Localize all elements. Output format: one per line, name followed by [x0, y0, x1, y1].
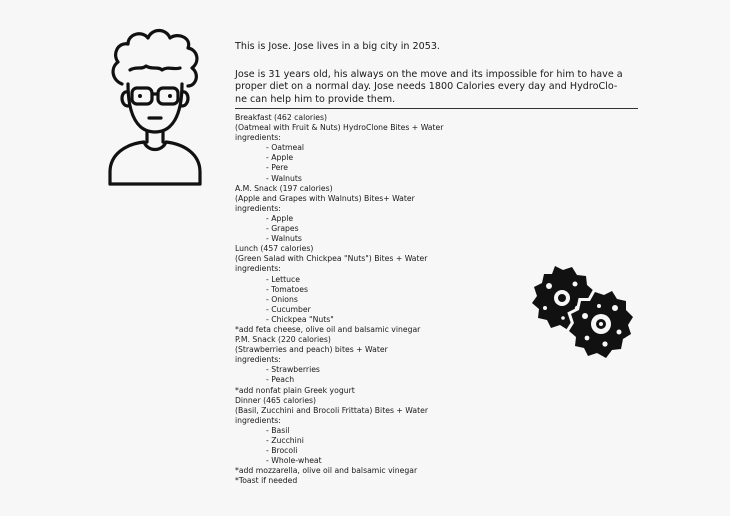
ingredients-label: ingredients:: [235, 264, 281, 274]
ingredients-label: ingredients:: [235, 415, 281, 425]
meal-description: (Oatmeal with Fruit & Nuts) HydroClone Bites + Water: [235, 123, 444, 133]
ingredients-label: ingredients:: [235, 355, 281, 365]
ingredient-item: - Onions: [266, 294, 298, 304]
ingredient-item: - Tomatoes: [266, 284, 308, 294]
ingredient-item: - Chickpea "Nuts": [266, 314, 334, 324]
ingredient-item: - Apple: [266, 153, 294, 163]
ingredient-item: - Walnuts: [266, 234, 302, 244]
meal-note: *add mozzarella, olive oil and balsamic vinegar: [235, 466, 418, 476]
meal-heading: Breakfast (462 calories): [235, 113, 327, 122]
ingredient-item: - Walnuts: [266, 173, 302, 183]
intro-line: This is Jose. Jose lives in a big city in 2053.: [235, 41, 440, 52]
meal-heading: Lunch (457 calories): [235, 244, 314, 254]
ingredients-label: ingredients:: [235, 203, 281, 213]
ingredient-item: - Pere: [266, 163, 289, 173]
ingredient-item: - Whole-wheat: [266, 456, 322, 466]
ingredients-label: ingredients:: [235, 133, 281, 143]
intro-paragraph-line: proper diet on a normal day. Jose needs 1800 Calories every day and HydroClo-: [235, 81, 618, 92]
meal-note: *Toast if needed: [235, 476, 298, 486]
ingredient-item: - Strawberries: [266, 365, 320, 375]
intro-paragraph-line: ne can help him to provide them.: [235, 93, 396, 105]
meal-note: *add feta cheese, olive oil and balsamic vinegar: [235, 324, 421, 334]
divider: [235, 108, 638, 109]
ingredient-item: - Cucumber: [266, 304, 311, 314]
ingredient-item: - Grapes: [266, 224, 299, 234]
meal-description: (Green Salad with Chickpea "Nuts") Bites + Water: [235, 254, 428, 264]
meal-plan: [235, 113, 535, 486]
meal-description: (Basil, Zucchini and Brocoli Frittata) Bites + Water: [235, 405, 428, 415]
ingredient-item: - Zucchini: [266, 436, 304, 445]
meal-note: *add nonfat plain Greek yogurt: [235, 385, 355, 395]
meal-heading: A.M. Snack (197 calories): [235, 183, 333, 193]
ingredient-item: - Peach: [266, 375, 295, 385]
meal-description: (Apple and Grapes with Walnuts) Bites+ Water: [235, 193, 415, 203]
meal-heading: Dinner (465 calories): [235, 395, 317, 405]
intro-paragraph-line: Jose is 31 years old, his always on the move and its impossible for him to have a: [235, 68, 623, 80]
ingredient-item: - Oatmeal: [266, 143, 305, 153]
ingredient-item: - Apple: [266, 213, 294, 223]
meal-heading: P.M. Snack (220 calories): [235, 335, 331, 345]
meal-description: (Strawberries and peach) bites + Water: [235, 345, 388, 355]
ingredient-item: - Basil: [266, 425, 290, 435]
ingredient-item: - Lettuce: [266, 274, 300, 284]
ingredient-item: - Brocoli: [266, 446, 298, 456]
intro-text: [235, 41, 637, 106]
person-with-glasses-icon: [100, 26, 210, 186]
